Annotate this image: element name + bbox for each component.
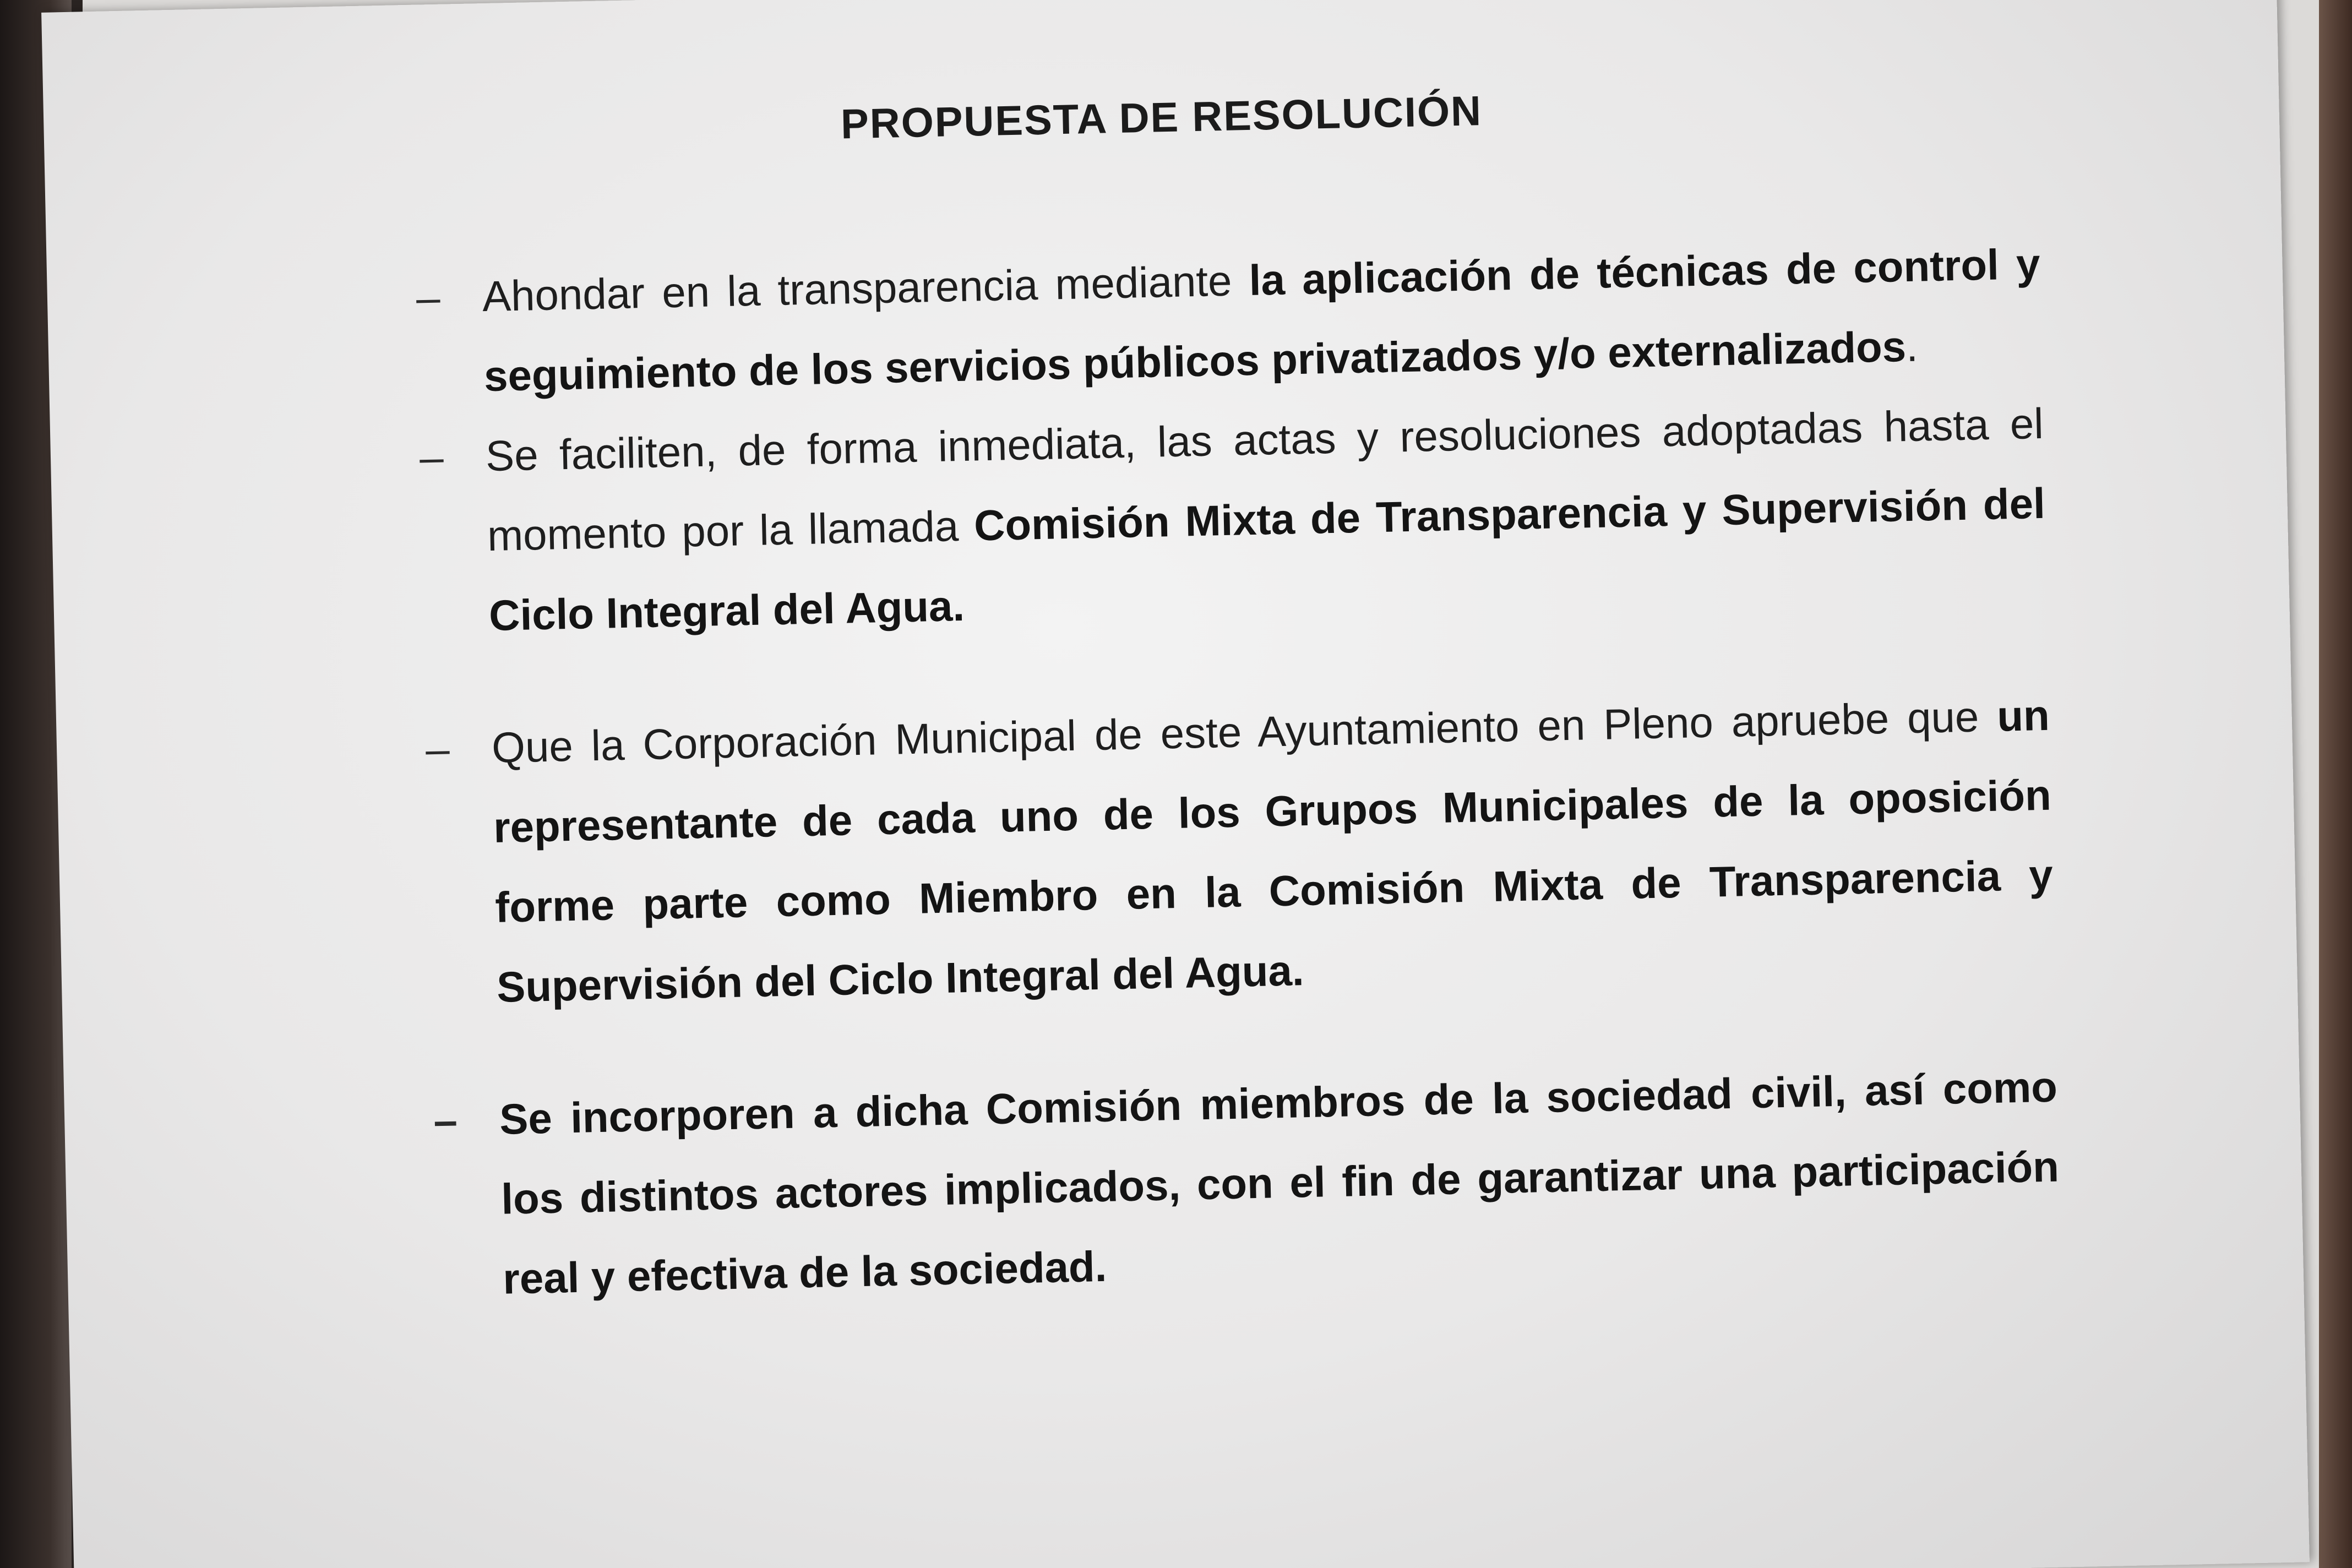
item-text: Ahondar en la transparencia mediante bbox=[482, 256, 1250, 321]
bullet-dash: – bbox=[433, 1096, 458, 1145]
desk-right-edge bbox=[2319, 0, 2352, 1568]
item-bold-text: la aplicación de técnicas de control y seguimiento de los servicios públicos privatizados y/o externalizados bbox=[483, 239, 2041, 401]
bullet-dash: – bbox=[425, 724, 450, 774]
item-text: . bbox=[1905, 322, 1919, 371]
resolution-item bbox=[433, 1047, 2061, 1319]
item-text: Que la Corporación Municipal de este Ayuntamiento en Pleno apruebe que bbox=[491, 692, 1998, 772]
resolution-item bbox=[425, 676, 2056, 1027]
document-page bbox=[41, 0, 2310, 1568]
bullet-dash: – bbox=[419, 432, 444, 482]
item-bold-text: Se incorporen a dicha Comisión miembros de la sociedad civil, así como los distintos actores implicados, con el fin de garantizar una participación real y efectiva de la sociedad. bbox=[499, 1062, 2060, 1303]
document-title: PROPUESTA DE RESOLUCIÓN bbox=[840, 88, 1483, 148]
resolution-item bbox=[416, 224, 2043, 416]
item-bold-text: Comisión Mixta de Transparencia y Supervisión del Ciclo Integral del Agua. bbox=[488, 478, 2046, 640]
resolution-item bbox=[419, 384, 2048, 656]
resolution-list bbox=[416, 224, 2062, 1319]
item-text: Se faciliten, de forma inmediata, las actas y resoluciones adoptadas hasta el momento por la llamada bbox=[485, 399, 2044, 560]
item-bold-text: un representante de cada uno de los Grupos Municipales de la oposición forme parte como Miembro en la Comisión Mixta de Transparencia y Supervisión del Ciclo Integral del Agua. bbox=[493, 690, 2054, 1011]
bullet-dash: – bbox=[416, 273, 441, 322]
